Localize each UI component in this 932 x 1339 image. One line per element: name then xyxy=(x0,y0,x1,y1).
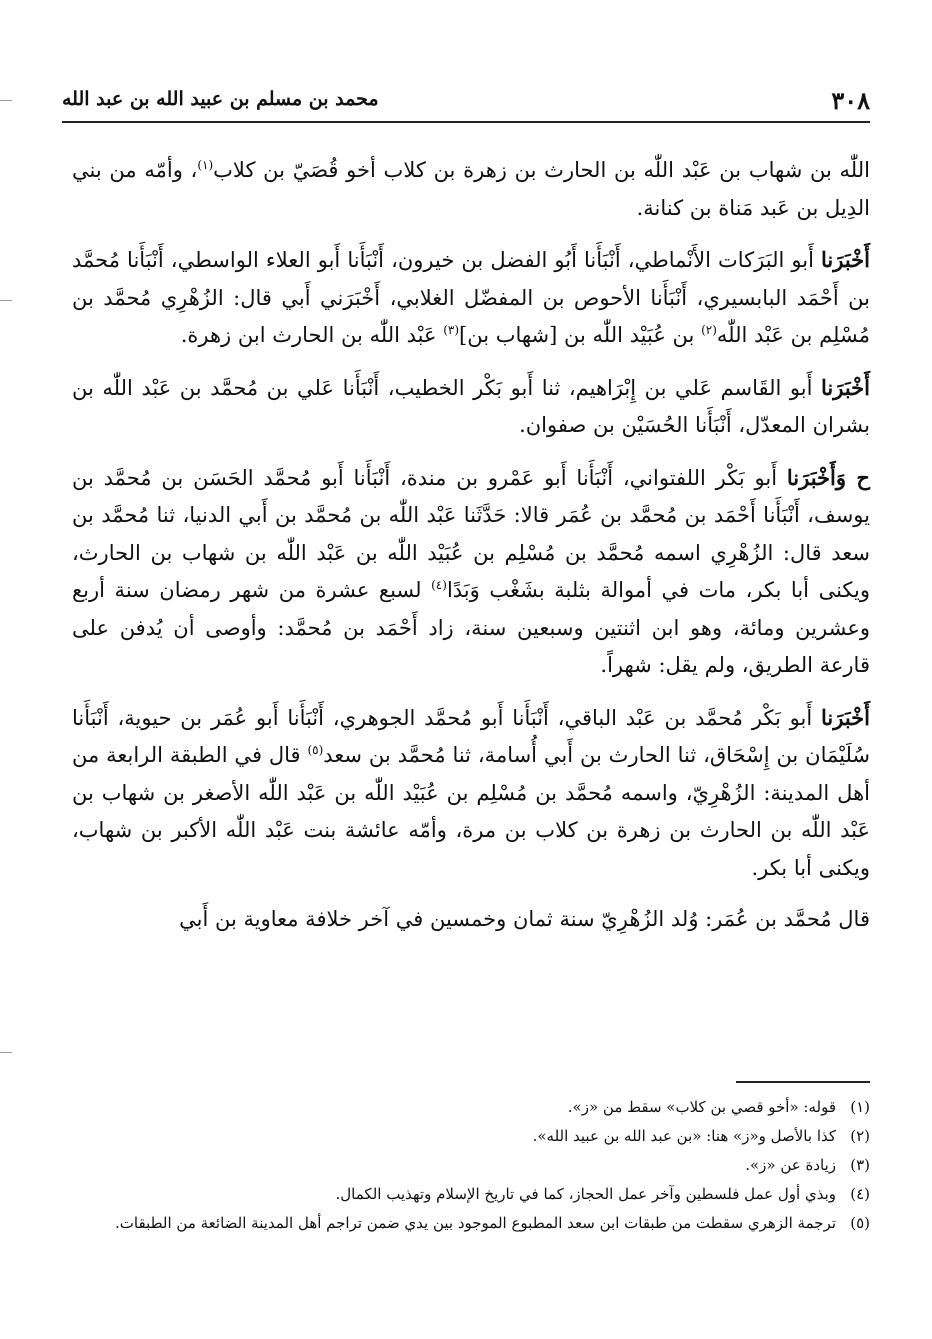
text-run: أَبو بَكْر اللفتواني، أَنْبَأَنا أَبو عَمْرو بن مندة، أَنْبَأَنا أَبو مُحمَّد الحَسَن بن مُحمَّد بن يوسف، أَنْبَأَنا أَحْمَد بن مُحمَّد بن عُمَر قالا: حَدَّثَنا عَبْد اللّٰه بن مُحمَّد بن أَبي الدنيا، ثنا مُحمَّد بن سعد قال: الزُهْرِي اسمه مُحمَّد بن مُسْلِم بن عُبَيْد اللّٰه بن عَبْد اللّٰه بن شهاب بن الحارث، ويكنى أبا بكر، مات في أموالة بثلبة بشَغْب وَبَدًا xyxy=(72,465,870,602)
text-run: اللّٰه بن شهاب بن عَبْد اللّٰه بن الحارث بن زهرة بن كلاب أخو قُصَيّ بن كلاب xyxy=(213,158,870,182)
margin-mark xyxy=(0,300,12,301)
text-run: لسبع عشرة من شهر رمضان سنة أربع وعشرين ومائة، وهو ابن اثنتين وسبعين سنة، زاد أَحْمَد بن مُحمَّد: وأوصى أن يُدفن على قارعة الطريق، ولم يقل: شهراً. xyxy=(72,578,870,677)
footnote-ref: (٢) xyxy=(701,323,717,337)
footnotes xyxy=(62,1093,870,1238)
paragraph xyxy=(72,699,870,888)
narration-keyword: أَخْبَرَنا xyxy=(821,704,870,730)
narration-keyword: أَخْبَرَنا xyxy=(821,374,870,400)
footnote-number: (٣) xyxy=(850,1156,870,1174)
footnote xyxy=(62,1122,870,1151)
text-run: قال في الطبقة الرابعة من أهل المدينة: الزُهْرِيّ، واسمه مُحمَّد بن مُسْلِم بن عُبَيْد اللّٰه بن عَبْد اللّٰه الأصغر بن شهاب بن عَبْد اللّٰه بن الحارث بن زهرة بن كلاب بن مرة، وأمّه عائشة بنت عَبْد اللّٰه الأكبر بن شهاب، ويكنى أبا بكر. xyxy=(72,743,870,880)
footnote xyxy=(62,1209,870,1238)
footnote-ref: (٤) xyxy=(431,578,447,592)
footnote-separator xyxy=(736,1081,870,1083)
footnote-text: زيادة عن «ز». xyxy=(745,1156,836,1174)
paragraph xyxy=(72,241,870,355)
text-run: أَبو بَكْر مُحمَّد بن عَبْد الباقي، أَنْبَأَنا أَبو مُحمَّد الجوهري، أَنْبَأَنا أَبو عُمَر بن حيوية، أَنْبَأَنا سُلَيْمَان بن إِسْحَاق، ثنا الحارث بن أَبي أُسامة، ثنا مُحمَّد بن سعد xyxy=(72,705,870,767)
text-run: بن عُبَيْد اللّٰه بن [شهاب بن] xyxy=(459,323,702,347)
footnote-text: وبذي أول عمل فلسطين وآخر عمل الحجاز، كما في تاريخ الإسلام وتهذيب الكمال. xyxy=(335,1185,836,1203)
paragraph xyxy=(72,369,870,445)
footnote xyxy=(62,1093,870,1122)
header-rule xyxy=(62,121,870,123)
text-run: عَبْد اللّٰه بن الحارث ابن زهرة. xyxy=(180,323,444,347)
footnote-number: (٥) xyxy=(850,1214,870,1232)
text-run: أَبو القَاسم عَلي بن إِبْرَاهيم، ثنا أَبو بَكْر الخطيب، أَنْبَأَنا عَلي بن مُحمَّد بن عَبْد اللّٰه بن بشران المعدّل، أَنْبَأَنا الحُسَيْن بن صفوان. xyxy=(72,375,870,437)
text-run: قال مُحمَّد بن عُمَر: وُلد الزُهْرِيّ سنة ثمان وخمسين في آخر خلافة معاوية بن أَبي xyxy=(179,907,870,931)
margin-mark xyxy=(0,1052,12,1053)
footnote-ref: (٣) xyxy=(443,323,460,337)
narration-keyword: أَخْبَرَنا xyxy=(821,247,870,272)
footnote-ref: (١) xyxy=(197,158,214,172)
paragraph xyxy=(72,459,870,685)
footnote-number: (٢) xyxy=(850,1127,870,1145)
footnote xyxy=(62,1180,870,1209)
text-run: أَبو البَرَكات الأَنْماطي، أَنْبَأَنا أَبُو الفضل بن خيرون، أَنْبَأَنا أَبو العلاء الواسطي، أَنْبَأَنا مُحمَّد بن أَحْمَد البابسيري، أَنْبَأَنا الأحوص بن المفضّل الغلابي، أَخْبَرَني أَبي قال: الزُهْرِي مُحمَّد بن مُسْلِم بن عَبْد اللّٰه xyxy=(72,248,870,347)
paragraph xyxy=(72,901,870,939)
footnote-number: (٤) xyxy=(850,1185,870,1203)
page-header xyxy=(62,86,870,118)
narration-keyword: ح وَأَخْبَرَنا xyxy=(786,464,870,490)
paragraph xyxy=(72,152,870,227)
footnote-text: قوله: «أخو قصي بن كلاب» سقط من «ز». xyxy=(567,1098,836,1116)
footnote-number: (١) xyxy=(850,1098,870,1116)
page-number: ٣٠٨ xyxy=(831,86,870,115)
margin-mark xyxy=(0,100,12,101)
main-text xyxy=(72,152,870,953)
running-title: محمد بن مسلم بن عبيد الله بن عبد الله xyxy=(62,88,379,110)
footnote-ref: (٥) xyxy=(307,743,324,757)
text-run: ، وأمّه من بني الدِيل بن عَبد مَناة بن كنانة. xyxy=(72,158,870,220)
footnote xyxy=(62,1151,870,1180)
footnote-text: كذا بالأصل و«ز» هنا: «بن عبد الله بن عبيد الله». xyxy=(532,1127,836,1145)
footnote-text: ترجمة الزهري سقطت من طبقات ابن سعد المطبوع الموجود بين يدي ضمن تراجم أهل المدينة الضائعة من الطبقات. xyxy=(115,1214,836,1232)
